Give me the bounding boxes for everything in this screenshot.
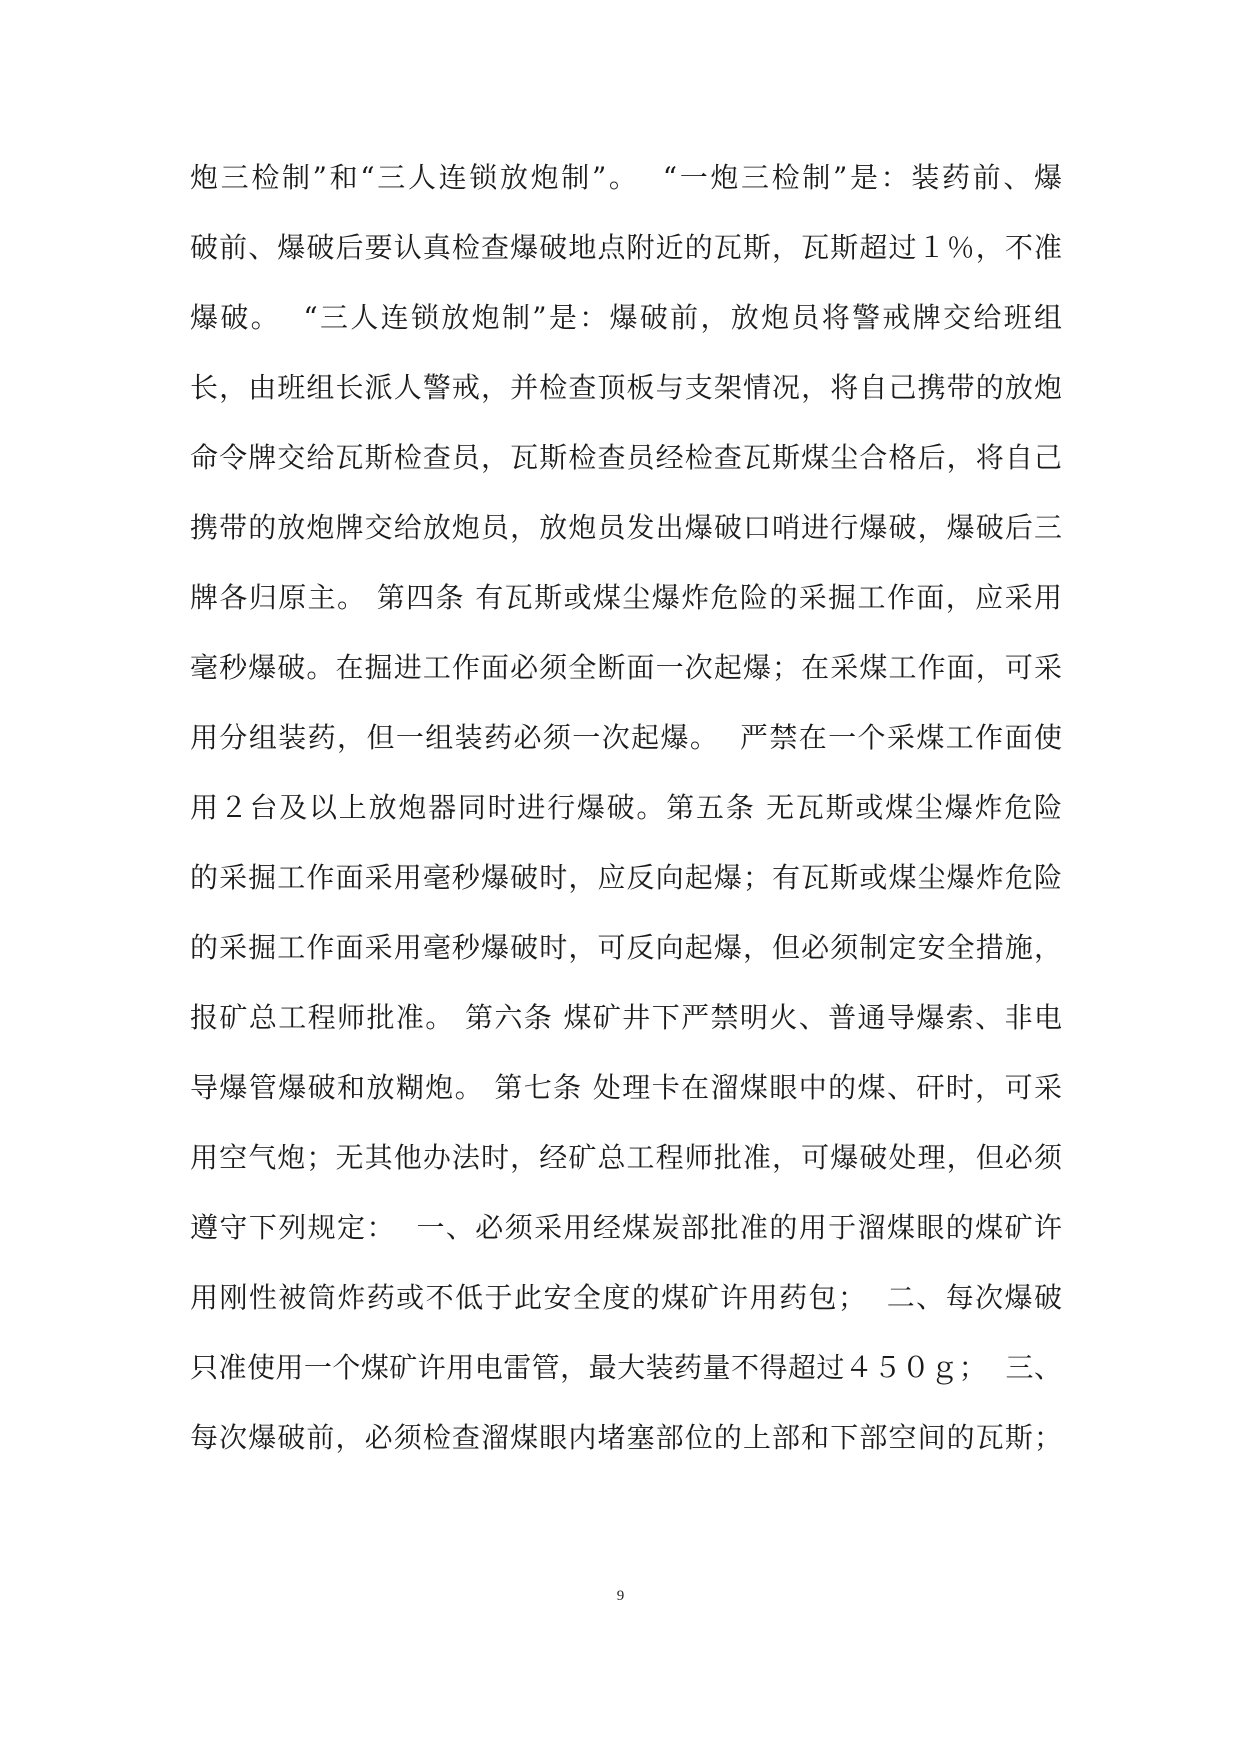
text-line: 毫秒爆破。在掘进工作面必须全断面一次起爆；在采煤工作面，可采 bbox=[190, 651, 1062, 684]
text-line: 长，由班组长派人警戒，并检查顶板与支架情况，将自己携带的放炮 bbox=[190, 371, 1062, 404]
text-line: 导爆管爆破和放糊炮。 第七条 处理卡在溜煤眼中的煤、矸时，可采 bbox=[190, 1071, 1062, 1104]
text-line: 破前、爆破后要认真检查爆破地点附近的瓦斯，瓦斯超过１％，不准 bbox=[190, 231, 1062, 264]
text-line: 命令牌交给瓦斯检查员，瓦斯检查员经检查瓦斯煤尘合格后，将自己 bbox=[190, 441, 1062, 474]
text-line: 牌各归原主。 第四条 有瓦斯或煤尘爆炸危险的采掘工作面，应采用 bbox=[190, 581, 1062, 614]
text-line: 只准使用一个煤矿许用电雷管，最大装药量不得超过４５０ｇ； 三、 bbox=[190, 1351, 1062, 1384]
text-line: 用２台及以上放炮器同时进行爆破。第五条 无瓦斯或煤尘爆炸危险 bbox=[190, 791, 1062, 824]
text-line: 用刚性被筒炸药或不低于此安全度的煤矿许用药包； 二、每次爆破 bbox=[190, 1281, 1062, 1314]
text-line: 报矿总工程师批准。 第六条 煤矿井下严禁明火、普通导爆索、非电 bbox=[190, 1001, 1062, 1034]
text-line: 遵守下列规定： 一、必须采用经煤炭部批准的用于溜煤眼的煤矿许 bbox=[190, 1211, 1062, 1244]
text-line: 的采掘工作面采用毫秒爆破时，应反向起爆；有瓦斯或煤尘爆炸危险 bbox=[190, 861, 1062, 894]
text-line: 用空气炮；无其他办法时，经矿总工程师批准，可爆破处理，但必须 bbox=[190, 1141, 1062, 1174]
text-line: 的采掘工作面采用毫秒爆破时，可反向起爆，但必须制定安全措施， bbox=[190, 931, 1062, 964]
text-line: 炮三检制”和“三人连锁放炮制”。 “一炮三检制”是：装药前、爆 bbox=[190, 161, 1062, 194]
text-line: 爆破。 “三人连锁放炮制”是：爆破前，放炮员将警戒牌交给班组 bbox=[190, 301, 1062, 334]
text-line: 用分组装药，但一组装药必须一次起爆。 严禁在一个采煤工作面使 bbox=[190, 721, 1062, 754]
text-line: 每次爆破前，必须检查溜煤眼内堵塞部位的上部和下部空间的瓦斯； bbox=[190, 1421, 1062, 1454]
text-line: 携带的放炮牌交给放炮员，放炮员发出爆破口哨进行爆破，爆破后三 bbox=[190, 511, 1062, 544]
page-number: 9 bbox=[616, 1588, 625, 1604]
body-text bbox=[190, 143, 1062, 1473]
